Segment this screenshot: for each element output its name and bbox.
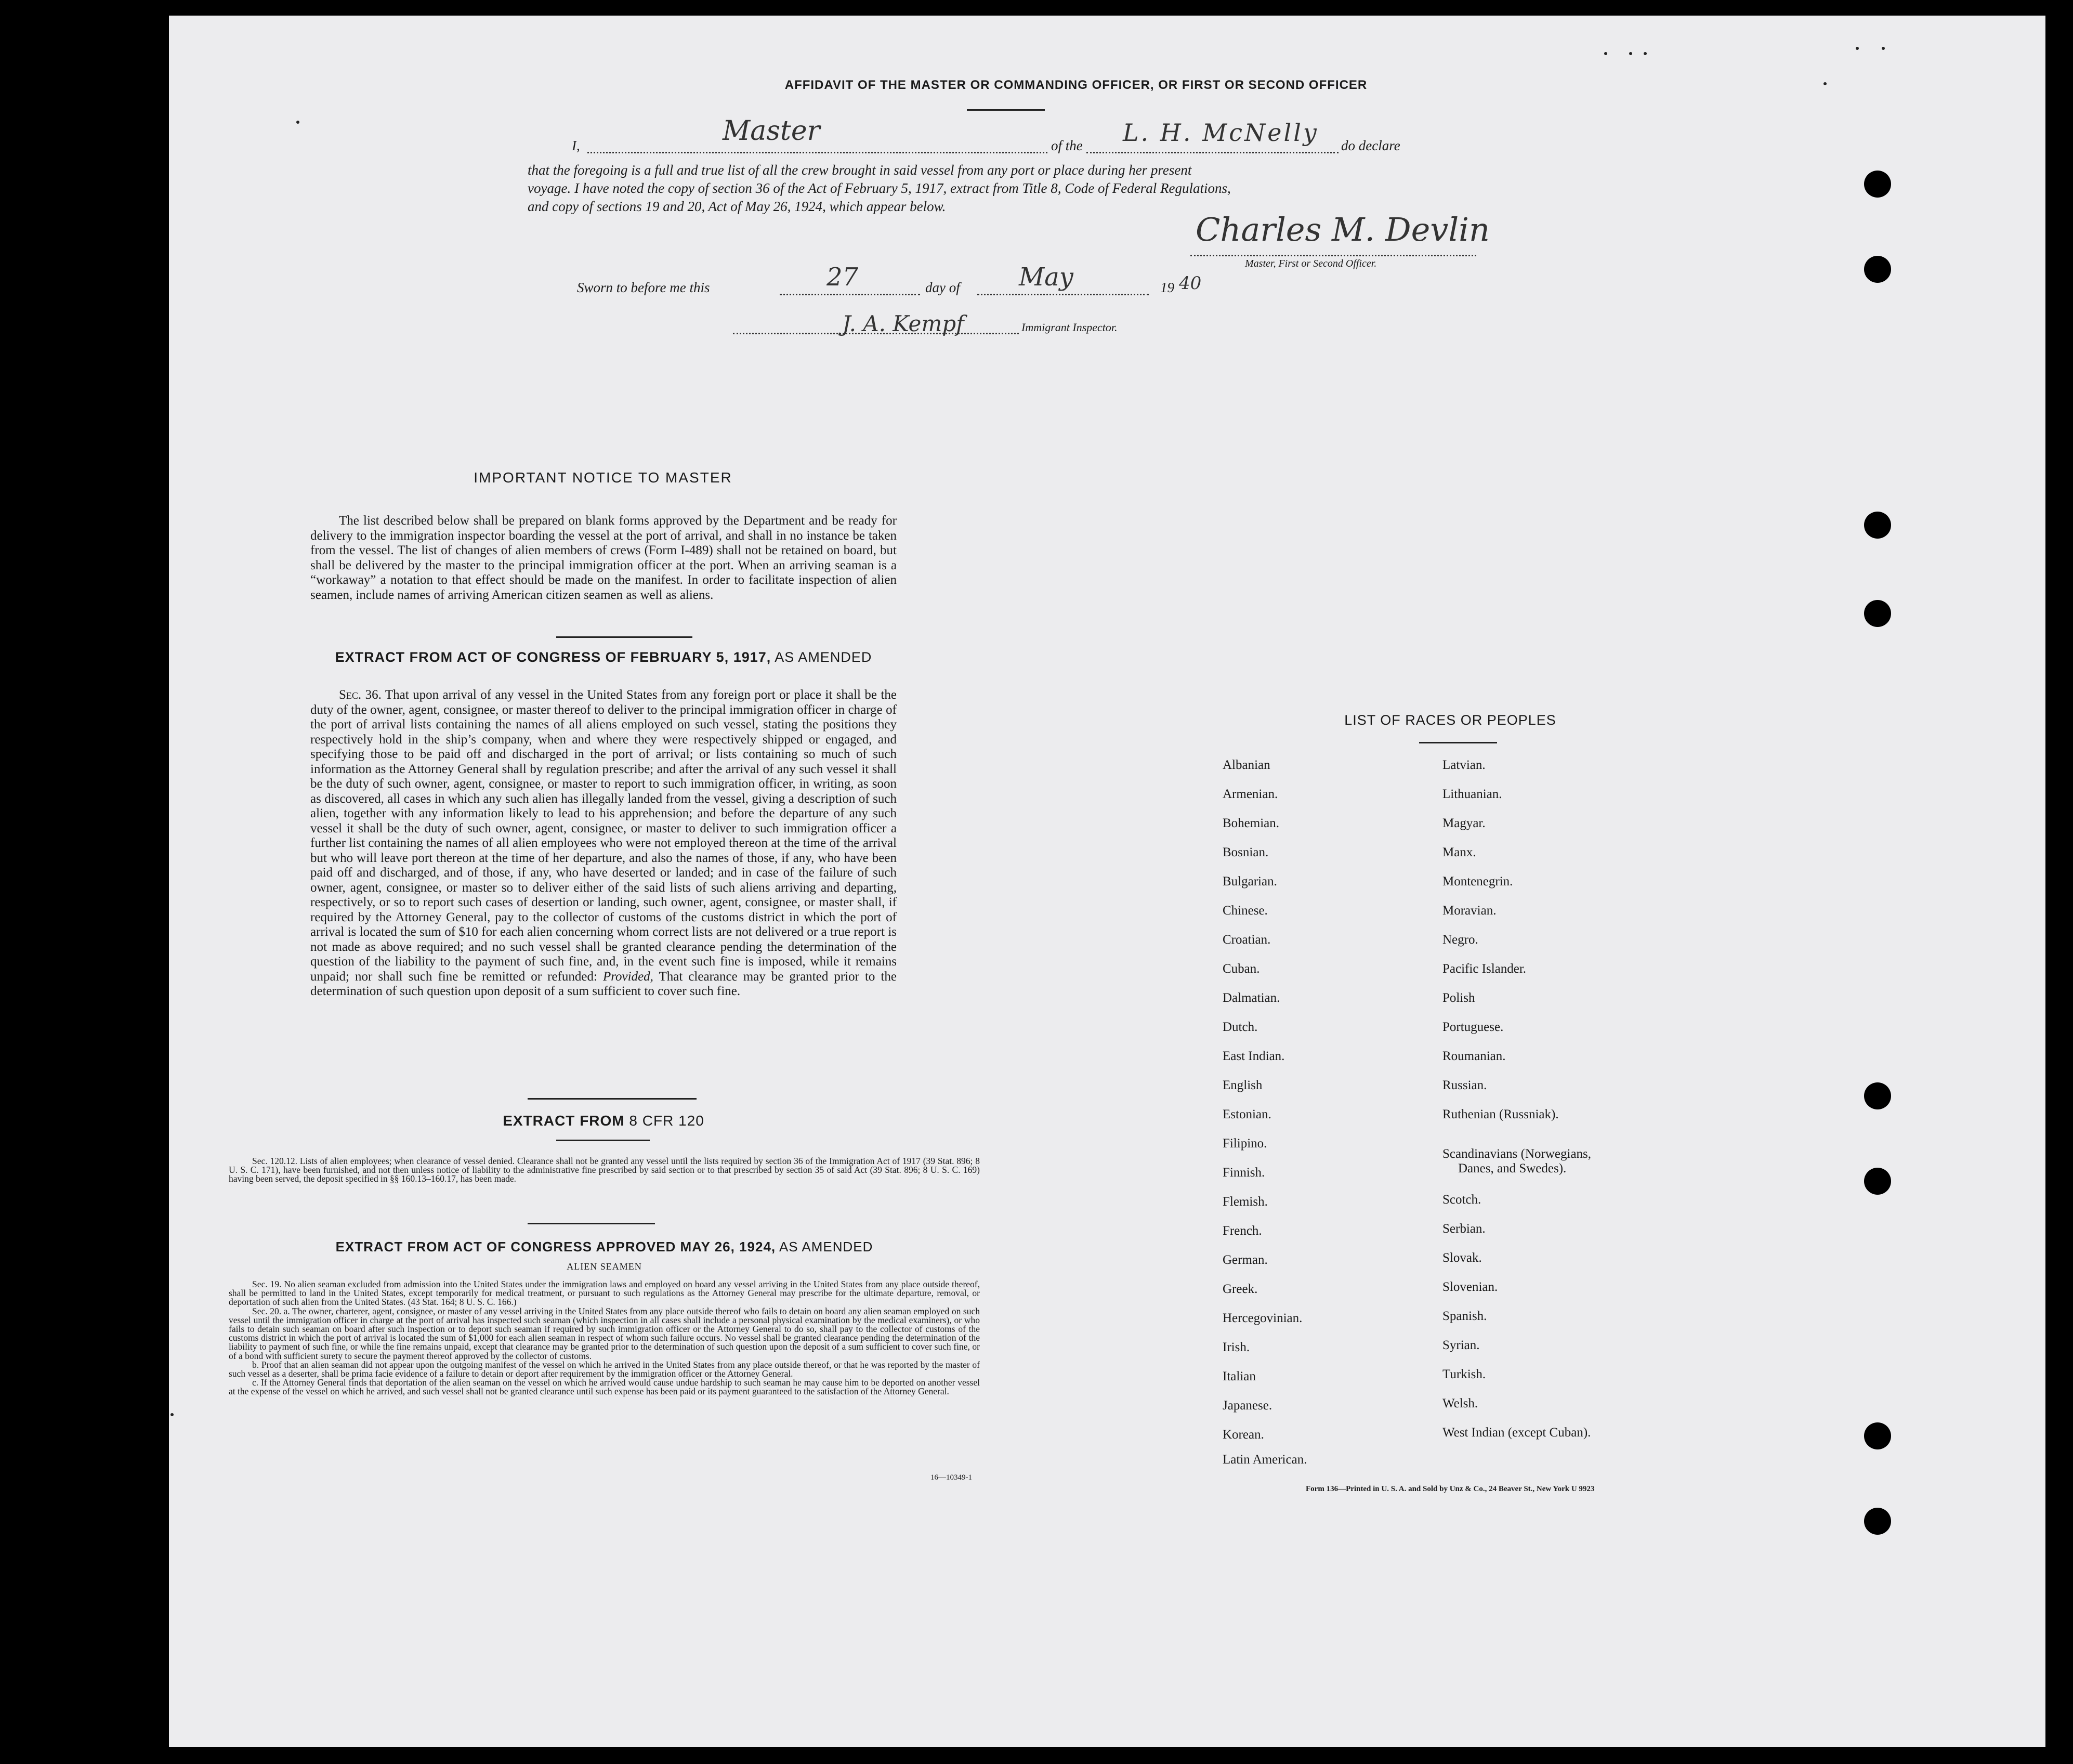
day-line [780,294,920,295]
master-signature: Charles M. Devlin [1196,211,1490,249]
sec-20c-paragraph: c. If the Attorney General finds that deportation of the alien seaman on the vessel on which he arrived would cause undue hardship to such seaman he may cause him to be deported on another vessel at the expense of the vessel on which he arrived, and such vessel shall not be granted clearance until such expense has been paid or its payment guaranteed to the satisfaction of the Attorney General. [229,1377,980,1397]
vessel-name-handwriting: L. H. McNelly [1123,119,1319,147]
punch-hole [1864,256,1891,283]
sworn-label: Sworn to before me this [577,280,710,295]
race-item: Chinese. [1223,904,1268,918]
of-the-label: of the [1051,138,1083,153]
race-item: Filipino. [1223,1136,1267,1151]
notice-paragraph: The list described below shall be prepared on blank forms approved by the Department and be ready for delivery to the immigration inspector boarding the vessel at the port of arrival, and shall in no instance be taken from the vessel. The list of changes of alien members of crews (Form I-489) shall not be retained on board, but shall be delivered by the master to the principal immigration officer at the port. When an arriving seaman is a “workaway” a notation to that effect should be made on the manifest. In order to facilitate inspection of alien seamen, include names of arriving American citizen seamen as well as aliens. [310,514,897,602]
ink-speck [1882,47,1885,50]
extract-1924-body [229,1280,980,1396]
name-line [587,152,1047,153]
sec-20b-paragraph: b. Proof that an alien seaman did not appear upon the outgoing manifest of the vessel on which he arrived in the United States from any place outside thereof, or that he was reported by the master of such vessel as a deserter, shall be prima facie evidence of a failure to detain or deport after requirement by the immigration officer or the Attorney General. [229,1359,980,1379]
statement-line: voyage. I have noted the copy of section 36 of the Act of February 5, 1917, extract from Title 8, Code of Federal Regulations, [528,180,1231,196]
statement-line: that the foregoing is a full and true list of all the crew brought in said vessel from any port or place during her present [528,162,1192,178]
do-declare: do declare [1341,138,1400,153]
divider [528,1223,655,1224]
ink-speck [1604,52,1607,55]
sec-36-paragraph [310,688,897,999]
race-item: Greek. [1223,1282,1258,1296]
race-item: Latvian. [1442,758,1486,772]
race-item: Albanian [1223,758,1270,772]
divider [528,1098,697,1100]
race-item: Estonian. [1223,1107,1271,1121]
ink-speck [1644,52,1647,55]
divider [967,109,1045,111]
punch-hole [1864,1508,1891,1535]
race-item: Bulgarian. [1223,874,1277,888]
race-item: Lithuanian. [1442,787,1502,801]
affidavit-title: AFFIDAVIT OF THE MASTER OR COMMANDING OFFICER, OR FIRST OR SECOND OFFICER [784,78,1368,92]
punch-hole [1864,1422,1891,1449]
race-item: Korean. [1223,1428,1264,1442]
extract-1917-body [310,688,897,999]
race-item: English [1223,1078,1263,1092]
race-item: Hercegovinian. [1223,1311,1303,1325]
race-item: Roumanian. [1442,1049,1506,1063]
race-item: Italian [1223,1369,1256,1383]
punch-hole [1864,1168,1891,1195]
cfr-title-tail: 8 CFR 120 [629,1113,704,1129]
affidavit-statement [528,161,1505,216]
sworn-month: May [1019,263,1073,292]
race-item: Irish. [1223,1340,1250,1354]
race-item: Slovenian. [1442,1280,1498,1294]
sec-19-paragraph: Sec. 19. No alien seaman excluded from admission into the United States under the immigration laws and employed on board any vessel arriving in the United States from any place outside thereof, shall be permitted to land in the United States, except temporarily for medical treatment, or pursuant to such regulations as the Attorney General may prescribe for the ultimate departure, removal, or deportation of such alien from the United States. (43 Stat. 164; 8 U. S. C. 166.) [229,1279,980,1308]
race-item: Ruthenian (Russniak). [1442,1107,1559,1121]
race-item: Russian. [1442,1078,1487,1092]
race-item: Turkish. [1442,1367,1486,1381]
divider [556,1140,650,1141]
vessel-line [1086,152,1339,153]
sec-36-text-end: That clearance may be granted prior to the determination of such question upon deposit of a sum sufficient to cover such fine. [310,969,897,998]
race-item: Finnish. [1223,1166,1265,1180]
sec-20a-paragraph: Sec. 20. a. The owner, charterer, agent, consignee, or master of any vessel arriving in the United States from any place outside thereof who fails to detain on board any alien seaman employed on such vessel until the immigration officer in charge at the port of arrival has inspected such seaman (which inspection in all cases shall include a personal physical examination by the medical examiners), or who fails to detain such seaman on board after such inspection or to deport such seaman if required by such immigration officer or the Attorney General to do so, shall pay to the collector of customs of the customs district in which the port of arrival is located the sum of $1,000 for each alien seaman in respect of whom such failure occurs. No vessel shall be granted clearance pending the determination of the liability to payment of such fine, or while the fine remains unpaid, except that clearance may be granted prior to the determination of such question upon the deposit of a sum sufficient to cover such fine, or of a bond with sufficient surety to secure the payment thereof approved by the collector of customs. [229,1305,980,1361]
race-item: Welsh. [1442,1396,1478,1410]
extract-1917-title-tail: AS AMENDED [775,649,872,665]
race-item: Moravian. [1442,904,1497,918]
extract-1917-title [310,649,897,665]
race-item: Armenian. [1223,787,1278,801]
extract-1924-title [229,1239,980,1255]
race-item: Scotch. [1442,1193,1481,1207]
provided-word: Provided, [602,969,653,984]
signature-caption: Master, First or Second Officer. [1245,258,1377,269]
race-item: West Indian (except Cuban). [1442,1426,1591,1440]
race-item: Slovak. [1442,1251,1482,1265]
race-item: Spanish. [1442,1309,1487,1323]
inspector-signature: J. A. Kempf [842,311,964,336]
race-item: Magyar. [1442,816,1486,830]
signature-line [1190,255,1476,256]
punch-hole [1864,171,1891,198]
year-prefix: 19 [1160,280,1174,295]
race-item: Dutch. [1223,1020,1258,1034]
extract-1924-title-tail: AS AMENDED [779,1239,873,1255]
race-item: Japanese. [1223,1399,1272,1413]
sec-36-label: Sec. 36. [339,688,382,702]
race-item: Pacific Islander. [1442,962,1527,976]
year-suffix: 40 [1179,273,1202,294]
race-item: Croatian. [1223,933,1271,947]
ink-speck [1856,47,1859,50]
race-item: German. [1223,1253,1268,1267]
cfr-title [310,1113,897,1129]
alien-seamen-subtitle: ALIEN SEAMEN [567,1261,642,1272]
race-item: Syrian. [1442,1338,1480,1352]
form-code: 16—10349-1 [930,1473,972,1482]
race-item: Portuguese. [1442,1020,1504,1034]
affidavit-i: I, [572,138,580,153]
notice-body [310,514,897,603]
divider [556,636,692,638]
ink-speck [1823,82,1827,85]
races-left-column [1223,758,1307,1467]
race-item: Dalmatian. [1223,991,1280,1005]
inspector-caption: Immigrant Inspector. [1021,321,1118,334]
sworn-day: 27 [826,263,859,292]
master-name-handwriting: Master [723,115,820,147]
race-item: Bohemian. [1223,816,1280,830]
punch-hole [1864,600,1891,627]
race-item: East Indian. [1223,1049,1285,1063]
cfr-title-bold: EXTRACT FROM [503,1113,625,1129]
punch-hole [1864,512,1891,539]
race-item: Flemish. [1223,1195,1268,1209]
extract-1924-title-bold: EXTRACT FROM ACT OF CONGRESS APPROVED MAY 26, 1924, [335,1239,776,1255]
race-item: Negro. [1442,933,1478,947]
notice-title: IMPORTANT NOTICE TO MASTER [474,469,732,486]
race-item: Scandinavians (Norwegians, [1442,1147,1592,1161]
ink-speck [296,121,299,124]
day-of-label: day of [925,280,960,295]
race-item: Manx. [1442,845,1476,859]
punch-hole [1864,1082,1891,1109]
extract-1917-title-bold: EXTRACT FROM ACT OF CONGRESS OF FEBRUARY 5, 1917, [335,649,771,665]
race-item: French. [1223,1224,1262,1238]
cfr-body [229,1157,980,1184]
races-title: LIST OF RACES OR PEOPLES [1344,712,1556,728]
race-item: Montenegrin. [1442,874,1513,888]
cfr-paragraph: Sec. 120.12. Lists of alien employees; when clearance of vessel denied. Clearance shall not be granted any vessel until the lists required by section 36 of the Immigration Act of 1917 (39 Stat. 896; 8 U. S. C. 171), have been furnished, and not then unless notice of liability to the administrative fine prescribed by said section or to that prescribed by section 35 of said Act (39 Stat. 896; 8 U. S. C. 169) having been served, the deposit specified in §§ 160.13–160.17, has been made. [229,1156,980,1184]
race-item: Serbian. [1442,1222,1486,1236]
race-item: Polish [1442,991,1475,1005]
sec-36-text: That upon arrival of any vessel in the United States from any foreign port or place it shall be the duty of the owner, agent, consignee, or master thereof to deliver to the principal immigration officer in charge of the port of arrival lists containing the names of all aliens employed on such vessel, stating the positions they respectively hold in the ship’s company, when and where they were respectively shipped or engaged, and specifying those to be paid off and discharged in the port of arrival; or lists containing so much of such information as the Attorney General shall by regulation prescribe; and after the arrival of any such vessel it shall be the duty of such owner, agent, consignee, or master to report to such immigration officer, in writing, as soon as discovered, all cases in which any such alien has illegally landed from the vessel, giving a description of such alien, together with any information likely to lead to his apprehension; and before the departure of any such vessel it shall be the duty of such owner, agent, consignee, or master to deliver to such immigration officer a further list containing the names of all alien employees who were not employed thereon at the time of the arrival but who will leave port thereon at the time of her departure, and also the names of those, if any, who have been paid off and discharged, and of those, if any, who have deserted or landed; and in case of the failure of such owner, agent, consignee, or master so to deliver either of the said lists of such aliens arriving and departing, respectively, or so to report such cases of desertion or landing, such owner, agent, consignee, or master shall, if required by the Attorney General, pay to the collector of customs of the customs district in which the port of arrival is located the sum of $10 for each alien concerning whom correct lists are not delivered or a true report is not made as above required; and no such vessel shall be granted clearance pending the determination of the question of the liability to the payment of such fine, and, in the event such fine is imposed, while it remains unpaid; nor shall such fine be remitted or refunded: [310,688,897,984]
ink-speck [170,1413,174,1416]
divider [1419,742,1497,743]
form-footer: Form 136—Printed in U. S. A. and Sold by Unz & Co., 24 Beaver St., New York U 9923 [1306,1485,1595,1493]
race-item: Danes, and Swedes). [1458,1161,1567,1175]
ink-speck [1629,52,1632,55]
race-item: Cuban. [1223,962,1260,976]
race-item: Bosnian. [1223,845,1269,859]
race-item: Latin American. [1223,1453,1307,1467]
statement-line: and copy of sections 19 and 20, Act of May 26, 1924, which appear below. [528,199,946,214]
races-right-column [1442,758,1591,1455]
month-line [977,294,1149,295]
